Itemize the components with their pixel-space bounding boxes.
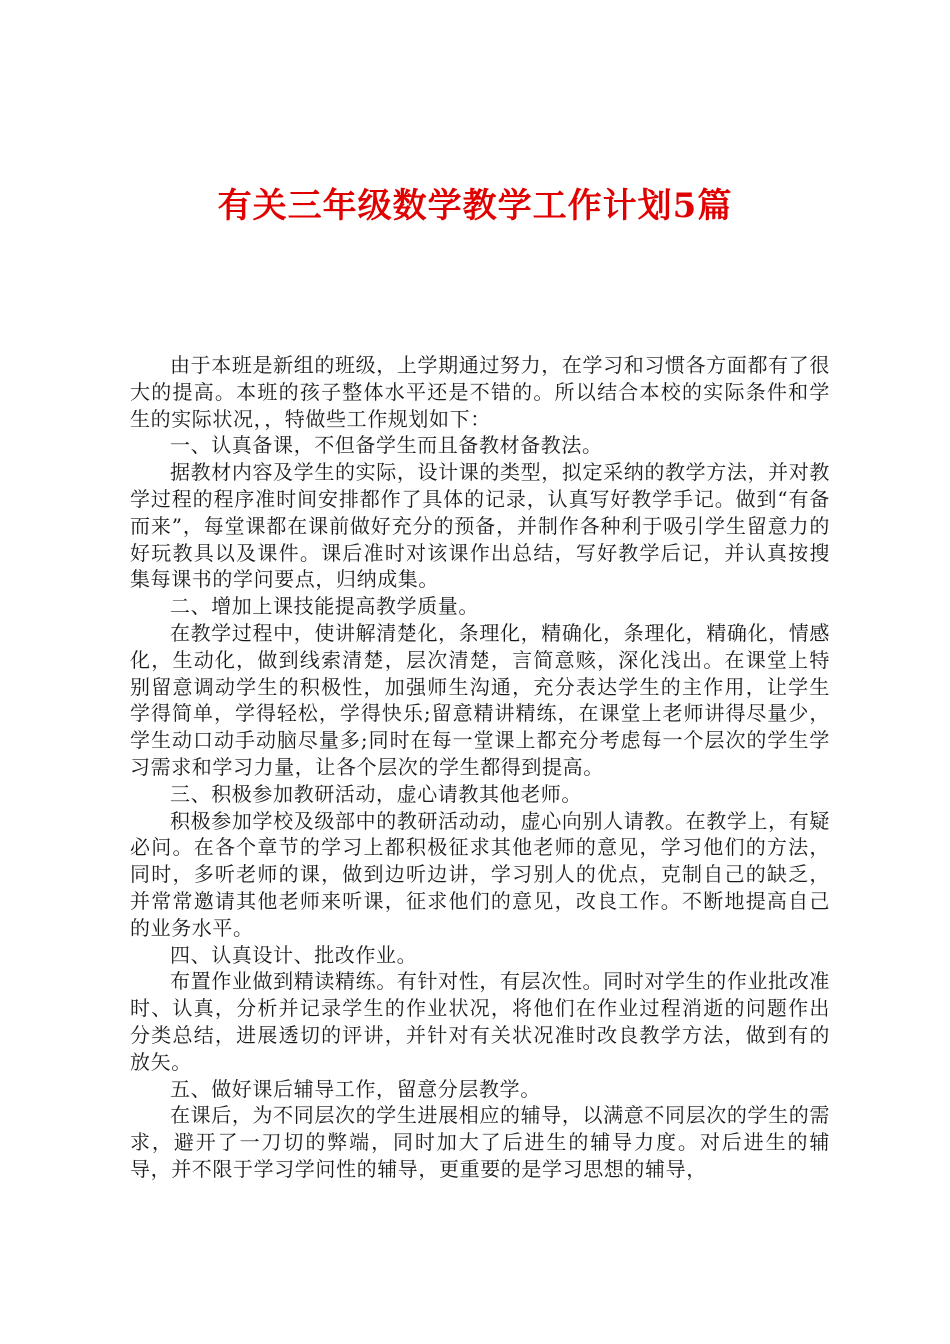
paragraph-intro: 由于本班是新组的班级，上学期通过努力，在学习和习惯各方面都有了很大的提高。本班的孩子整体水平还是不错的。所以结合本校的实际条件和学生的实际状况，，特做些工作规划如下： [130, 353, 830, 431]
section-heading-3: 三、积极参加教研活动，虚心请教其他老师。 [170, 781, 582, 806]
document-body [130, 352, 830, 1183]
section-heading-4: 四、认真设计、批改作业。 [170, 942, 418, 967]
section-heading-1: 一、认真备课，不但备学生而且备教材备教法。 [170, 433, 603, 458]
section-heading-2: 二、增加上课技能提高教学质量。 [170, 594, 479, 619]
paragraph-section-3: 积极参加学校及级部中的教研活动动，虚心向别人请教。在教学上，有疑必问。在各个章节的学习上都积极征求其他老师的意见，学习他们的方法，同时，多听老师的课，做到边听边讲，学习别人的优点，克制自己的缺乏，并常常邀请其他老师来听课，征求他们的意见，改良工作。不断地提高自己的业务水平。 [130, 808, 830, 940]
paragraph-section-5: 在课后，为不同层次的学生进展相应的辅导，以满意不同层次的学生的需求，避开了一刀切的弊端，同时加大了后进生的辅导力度。对后进生的辅导，并不限于学习学问性的辅导，更重要的是学习思想的辅导， [130, 1103, 830, 1181]
paragraph-section-4: 布置作业做到精读精练。有针对性，有层次性。同时对学生的作业批改准时、认真，分析并记录学生的作业状况，将他们在作业过程消逝的问题作出分类总结，进展透切的评讲，并针对有关状况准时改良教学方法，做到有的放矢。 [130, 969, 830, 1074]
paragraph-section-2: 在教学过程中，使讲解清楚化，条理化，精确化，条理化，精确化，情感化，生动化，做到线索清楚，层次清楚，言简意赅，深化浅出。在课堂上特别留意调动学生的积极性，加强师生沟通，充分表达学生的主作用，让学生学得简单，学得轻松，学得快乐;留意精讲精练，在课堂上老师讲得尽量少，学生动口动手动脑尽量多;同时在每一堂课上都充分考虑每一个层次的学生学习需求和学习力量，让各个层次的学生都得到提高。 [130, 620, 830, 779]
paragraph-section-1: 据教材内容及学生的实际，设计课的类型，拟定采纳的教学方法，并对教学过程的程序准时间安排都作了具体的记录，认真写好教学手记。做到“有备而来”，每堂课都在课前做好充分的预备，并制作各种利于吸引学生留意力的好玩教具以及课件。课后准时对该课作出总结，写好教学后记，并认真按搜集每课书的学问要点，归纳成集。 [130, 460, 830, 592]
section-heading-5: 五、做好课后辅导工作，留意分层教学。 [170, 1076, 541, 1101]
document-title: 有关三年级数学教学工作计划5篇 [217, 186, 733, 226]
